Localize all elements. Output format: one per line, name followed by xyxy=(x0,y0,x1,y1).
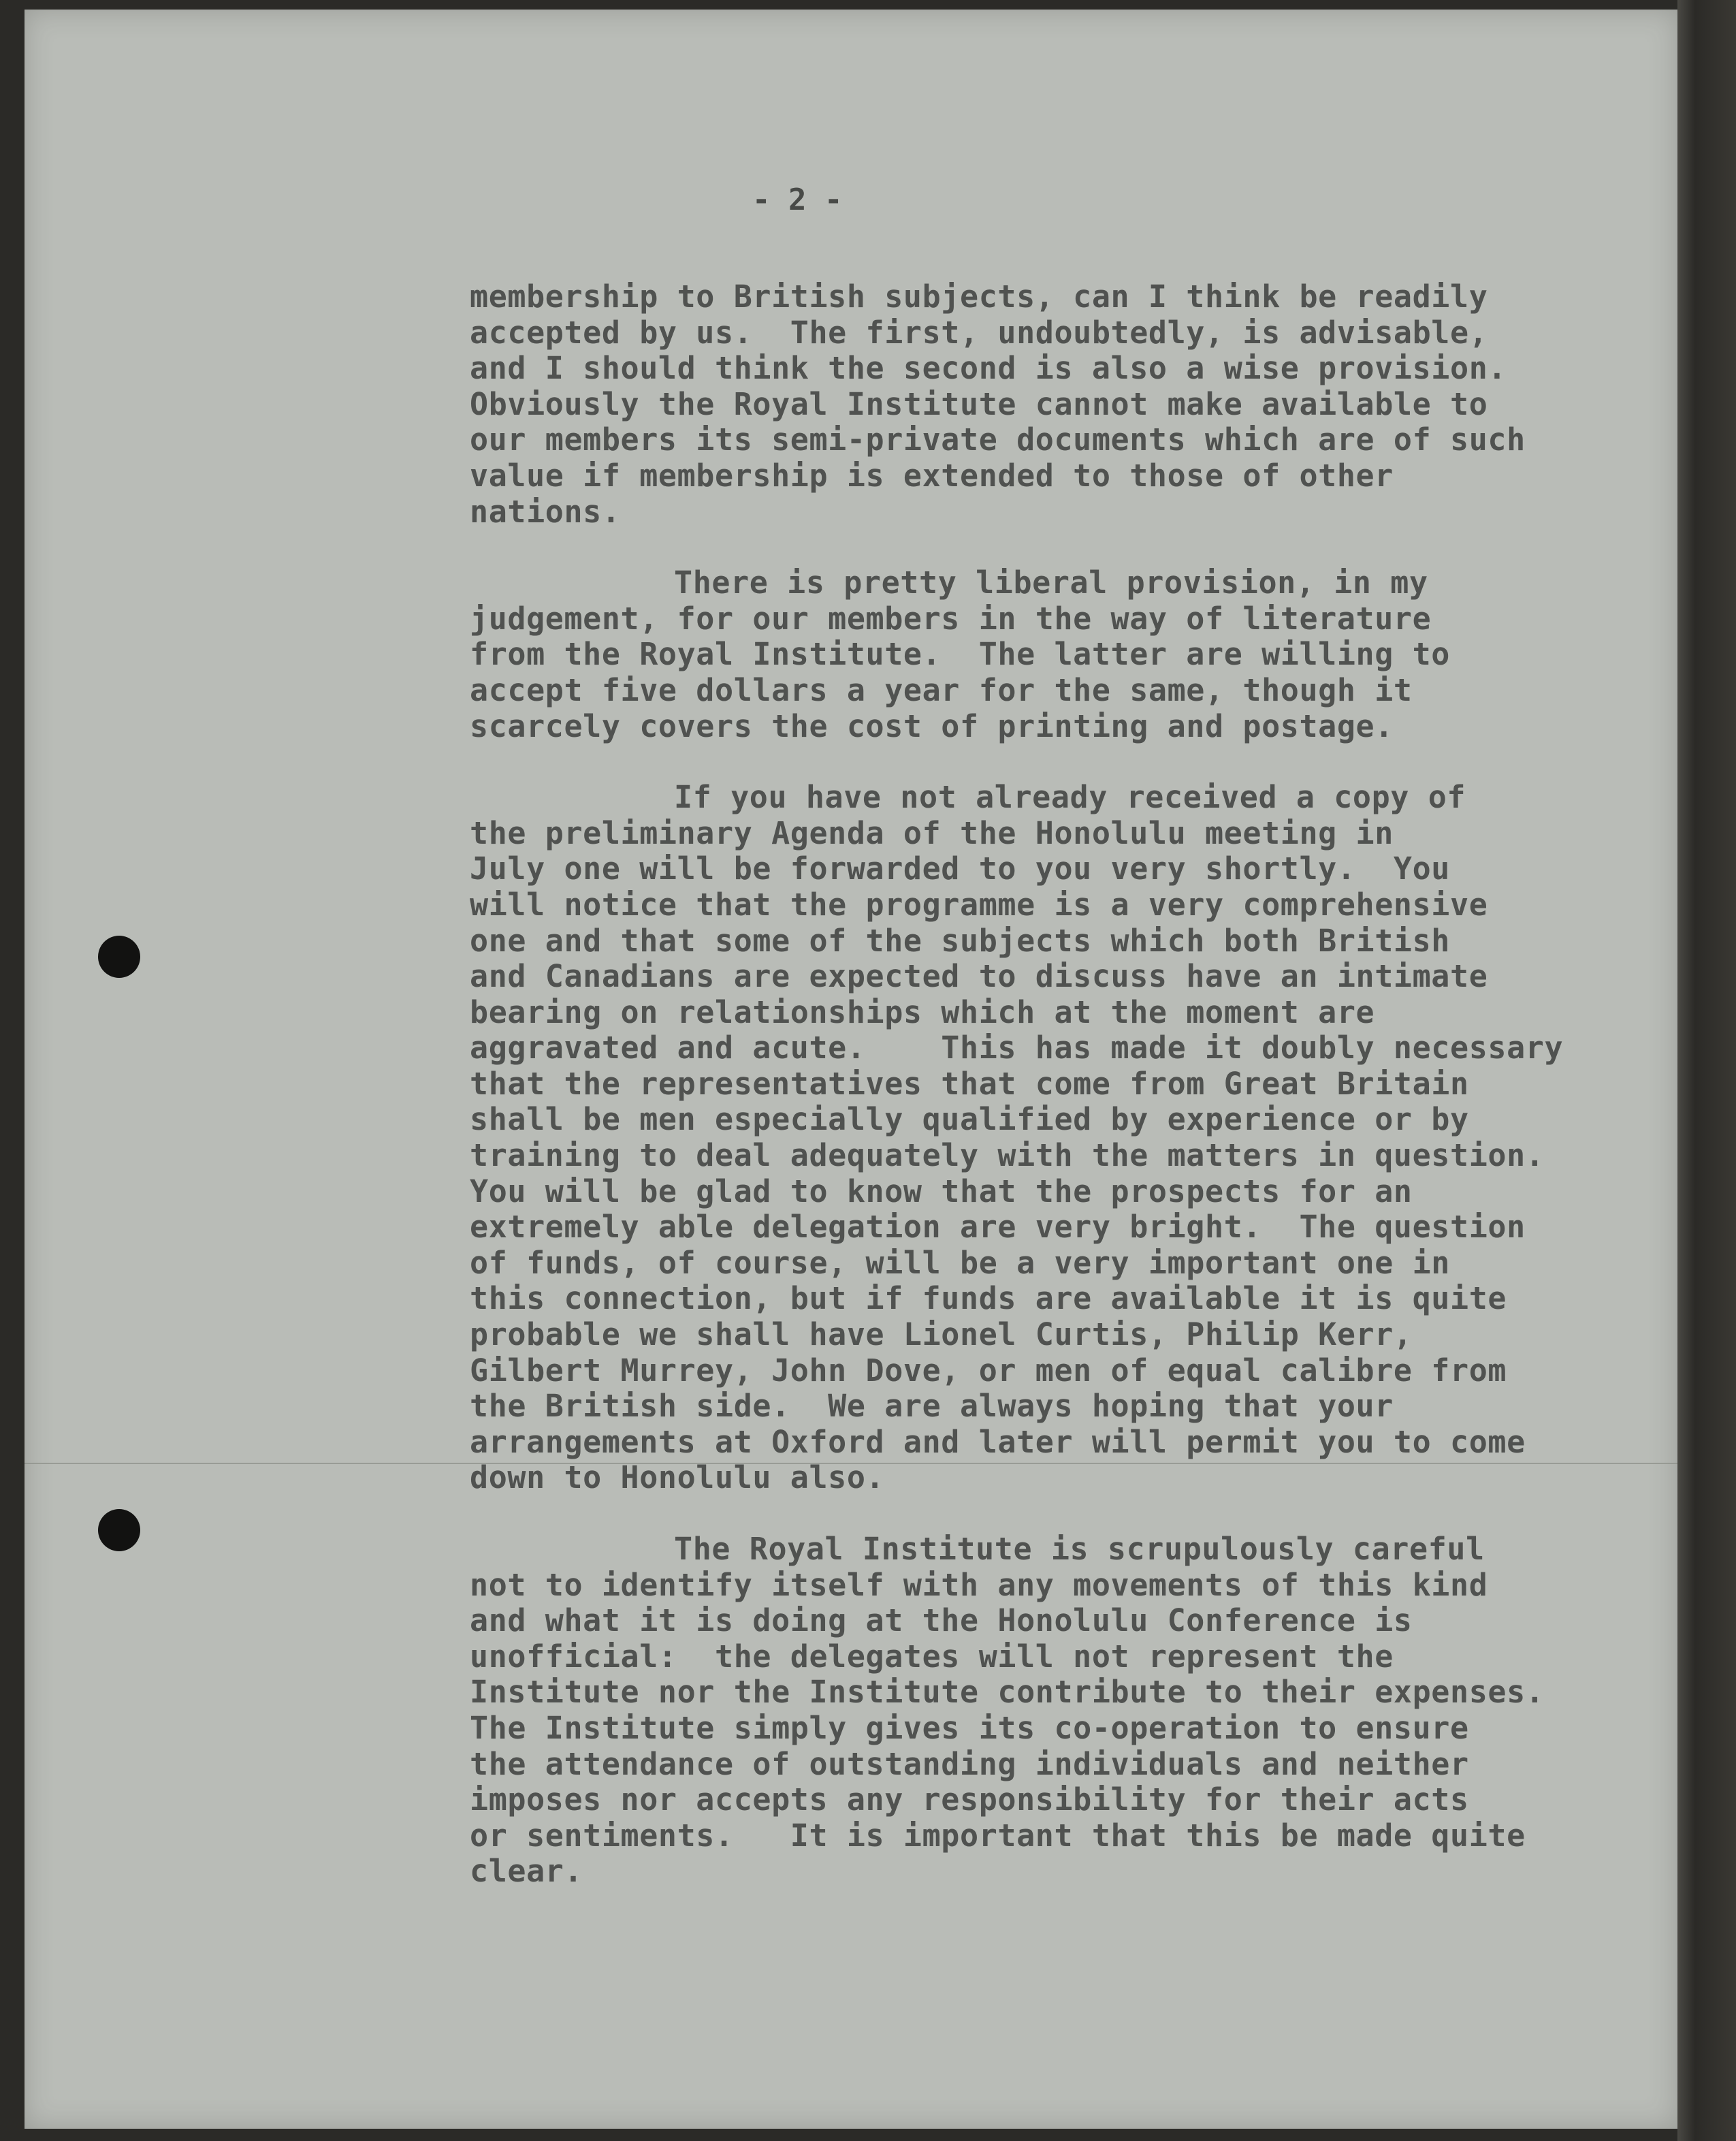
text-line: July one will be forwarded to you very shortly. You xyxy=(470,851,1450,887)
text-line: the attendance of outstanding individuals and neither xyxy=(470,1745,1469,1782)
text-line: bearing on relationships which at the moment are xyxy=(470,994,1375,1030)
text-line: Obviously the Royal Institute cannot make available to xyxy=(470,385,1488,422)
page-number: - 2 - xyxy=(752,183,843,217)
text-line: unofficial: the delegates will not represent the xyxy=(470,1638,1394,1675)
paragraph-2 xyxy=(470,565,1668,744)
text-line: clear. xyxy=(470,1853,583,1890)
text-line: The Royal Institute is scrupulously careful xyxy=(674,1531,1485,1567)
page-edge-shadow xyxy=(1677,0,1736,2141)
text-line: and Canadians are expected to discuss have an intimate xyxy=(470,958,1488,995)
text-line: There is pretty liberal provision, in my xyxy=(674,565,1428,601)
text-line: shall be men especially qualified by experience or by xyxy=(470,1101,1469,1138)
text-line: judgement, for our members in the way of literature xyxy=(470,600,1432,637)
text-line: nations. xyxy=(470,493,621,530)
text-line: value if membership is extended to those of other xyxy=(470,457,1394,494)
text-line: from the Royal Institute. The latter are willing to xyxy=(470,636,1450,673)
text-line: one and that some of the subjects which both British xyxy=(470,922,1450,959)
text-line: and what it is doing at the Honolulu Conference is xyxy=(470,1602,1413,1639)
punch-hole-lower xyxy=(98,1509,140,1551)
text-line: aggravated and acute. This has made it doubly necessary xyxy=(470,1030,1564,1066)
text-line: arrangements at Oxford and later will permit you to come xyxy=(470,1423,1526,1460)
text-line: our members its semi-private documents which are of such xyxy=(470,422,1526,458)
text-line: The Institute simply gives its co-operation to ensure xyxy=(470,1709,1469,1746)
paragraph-1 xyxy=(470,279,1668,530)
text-line: of funds, of course, will be a very important one in xyxy=(470,1244,1450,1281)
text-line: Institute nor the Institute contribute to their expenses. xyxy=(470,1674,1545,1711)
text-line: training to deal adequately with the matters in question. xyxy=(470,1137,1545,1174)
letter-body xyxy=(470,279,1668,1925)
text-line: and I should think the second is also a wise provision. xyxy=(470,350,1507,387)
text-line: the British side. We are always hoping that your xyxy=(470,1388,1394,1425)
text-line: this connection, but if funds are available it is quite xyxy=(470,1280,1507,1317)
text-line: You will be glad to know that the prospects for an xyxy=(470,1173,1413,1209)
text-line: imposes nor accepts any responsibility for their acts xyxy=(470,1781,1469,1818)
text-line: or sentiments. It is important that this be made quite xyxy=(470,1817,1526,1854)
text-line: not to identify itself with any movements of this kind xyxy=(470,1566,1488,1603)
text-line: If you have not already received a copy of xyxy=(674,779,1466,816)
text-line: accept five dollars a year for the same, though it xyxy=(470,671,1413,708)
text-line: extremely able delegation are very bright. The question xyxy=(470,1209,1526,1246)
paragraph-3 xyxy=(470,780,1668,1496)
text-line: will notice that the programme is a very comprehensive xyxy=(470,886,1488,923)
text-line: accepted by us. The first, undoubtedly, is advisable, xyxy=(470,314,1488,351)
text-line: membership to British subjects, can I think be readily xyxy=(470,279,1488,315)
text-line: that the representatives that come from Great Britain xyxy=(470,1065,1469,1102)
text-line: Gilbert Murrey, John Dove, or men of equal calibre from xyxy=(470,1352,1507,1389)
text-line: scarcely covers the cost of printing and postage. xyxy=(470,708,1394,744)
paragraph-4 xyxy=(470,1532,1668,1890)
text-line: down to Honolulu also. xyxy=(470,1459,885,1496)
text-line: the preliminary Agenda of the Honolulu meeting in xyxy=(470,814,1394,851)
text-line: probable we shall have Lionel Curtis, Philip Kerr, xyxy=(470,1316,1413,1353)
punch-hole-upper xyxy=(98,936,140,978)
